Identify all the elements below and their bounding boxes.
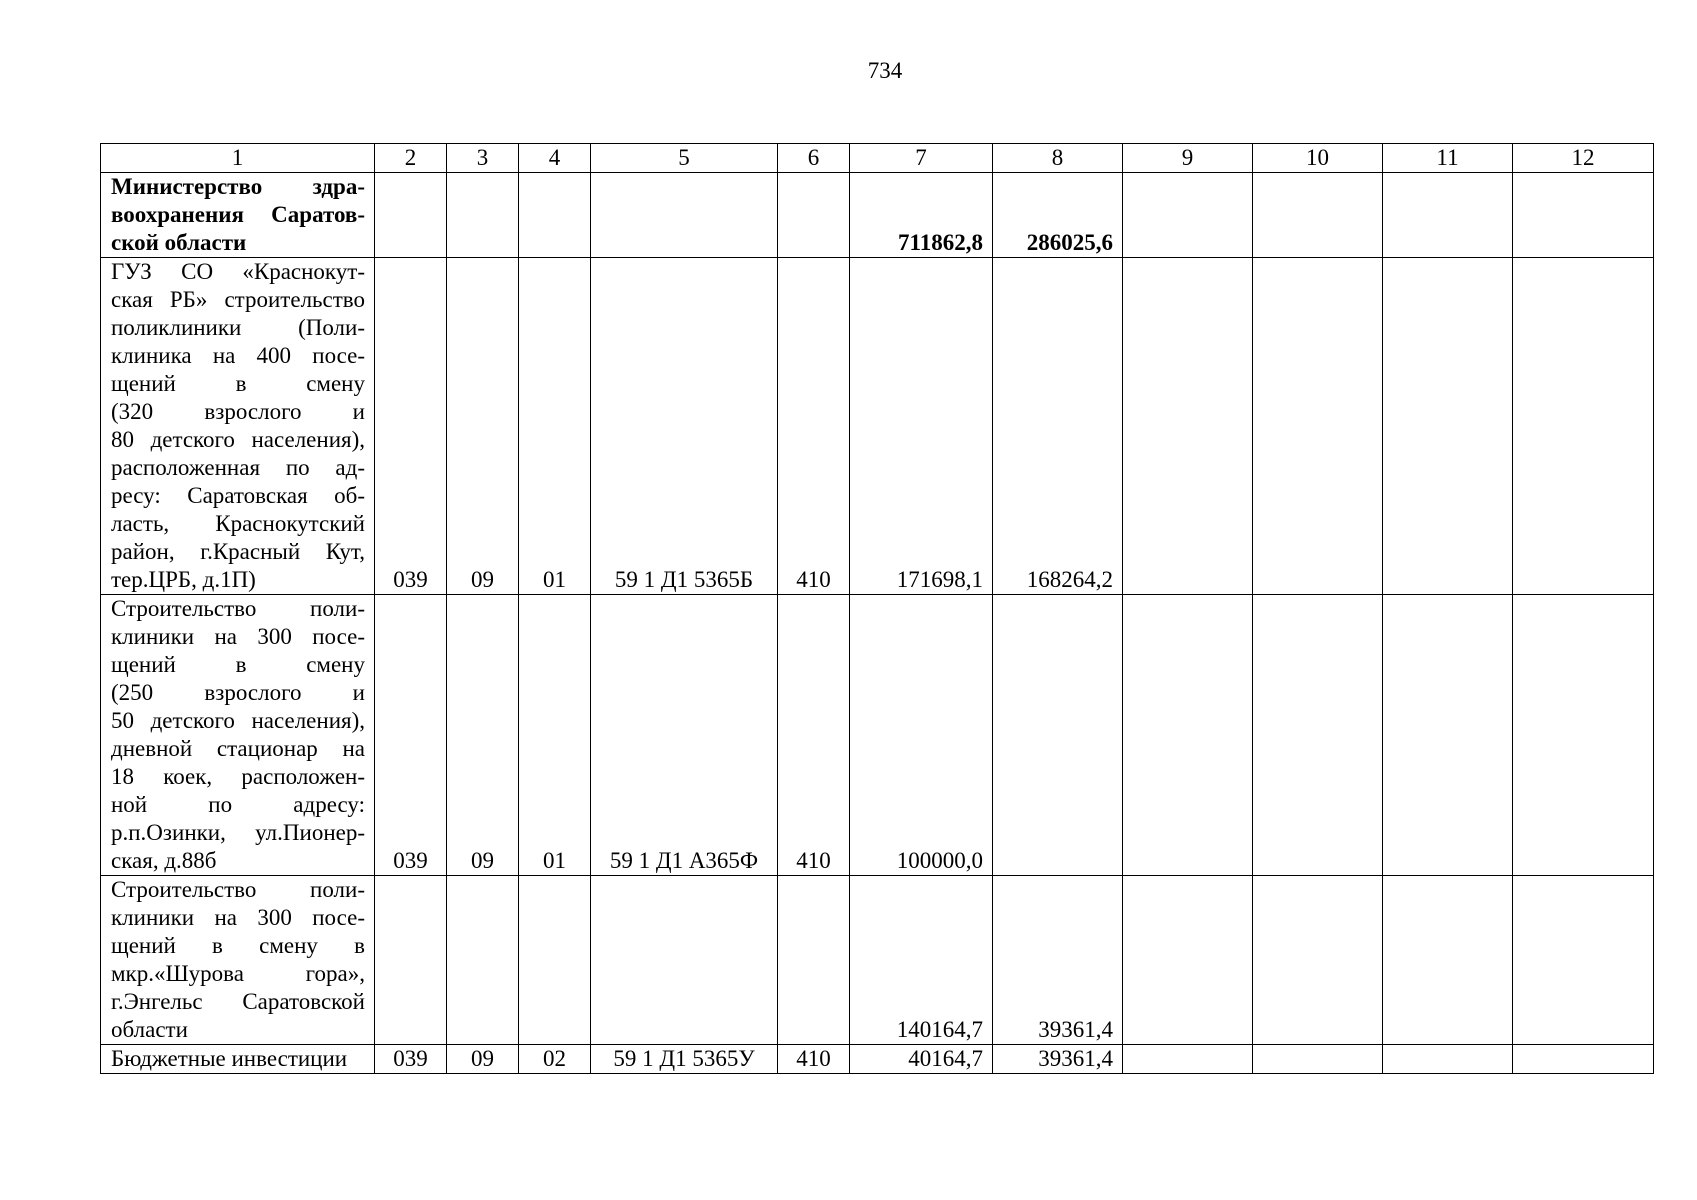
row-name-line: 50 детского населения), <box>111 708 365 733</box>
section-code-cell <box>447 876 519 1045</box>
column-number-header-row <box>101 144 1654 173</box>
row-name-line: Бюджетные инвестиции <box>111 1046 348 1071</box>
ministry-code-cell: 039 <box>375 1045 447 1074</box>
page-number: 734 <box>867 58 903 83</box>
column-header: 9 <box>1123 144 1253 173</box>
row-name-line: щений в смену <box>111 371 365 396</box>
amount-col12-cell <box>1513 258 1654 595</box>
column-header: 4 <box>519 144 591 173</box>
target-article-cell <box>591 876 778 1045</box>
row-name-cell <box>101 1045 375 1074</box>
amount-col7-cell: 40164,7 <box>850 1045 993 1074</box>
subsection-code-cell <box>519 173 591 258</box>
amount-col9-cell <box>1123 173 1253 258</box>
row-name-line: р.п.Озинки, ул.Пионер- <box>111 820 365 845</box>
row-name-line: поликлиники (Поли- <box>111 315 365 340</box>
table-row <box>101 595 1654 876</box>
expense-type-cell <box>778 173 850 258</box>
amount-col10-cell <box>1253 876 1383 1045</box>
table-row <box>101 258 1654 595</box>
row-name-line: ГУЗ СО «Краснокут- <box>111 259 365 284</box>
row-name-line: Строительство поли- <box>111 596 365 621</box>
row-name-cell <box>101 258 375 595</box>
row-name-line: клиника на 400 посе- <box>111 343 365 368</box>
budget-table <box>100 143 1654 1074</box>
expense-type-cell: 410 <box>778 1045 850 1074</box>
target-article-cell: 59 1 Д1 А365Ф <box>591 595 778 876</box>
row-name-line: Министерство здра- <box>111 174 365 199</box>
subsection-code-cell: 02 <box>519 1045 591 1074</box>
amount-col10-cell <box>1253 258 1383 595</box>
amount-col12-cell <box>1513 1045 1654 1074</box>
amount-col9-cell <box>1123 595 1253 876</box>
column-header: 10 <box>1253 144 1383 173</box>
amount-col8-cell <box>993 595 1123 876</box>
row-name-line: щений в смену в <box>111 933 365 958</box>
target-article-cell <box>591 173 778 258</box>
expense-type-cell: 410 <box>778 258 850 595</box>
amount-col11-cell <box>1383 876 1513 1045</box>
row-name-line: ресу: Саратовская об- <box>111 483 365 508</box>
column-header: 8 <box>993 144 1123 173</box>
row-name-line: район, г.Красный Кут, <box>111 539 365 564</box>
amount-col11-cell <box>1383 258 1513 595</box>
row-name-line: мкр.«Шурова гора», <box>111 961 365 986</box>
subsection-code-cell: 01 <box>519 595 591 876</box>
amount-col12-cell <box>1513 173 1654 258</box>
row-name-line: ной по адресу: <box>111 792 365 817</box>
table-row <box>101 1045 1654 1074</box>
section-code-cell: 09 <box>447 595 519 876</box>
column-header: 11 <box>1383 144 1513 173</box>
row-name-line: Строительство поли- <box>111 877 365 902</box>
ministry-code-cell: 039 <box>375 258 447 595</box>
column-header: 3 <box>447 144 519 173</box>
amount-col10-cell <box>1253 595 1383 876</box>
row-name-line: клиники на 300 посе- <box>111 905 365 930</box>
amount-col8-cell: 39361,4 <box>993 876 1123 1045</box>
amount-col12-cell <box>1513 876 1654 1045</box>
row-name-line: ская, д.88б <box>111 848 217 873</box>
table-row <box>101 173 1654 258</box>
amount-col12-cell <box>1513 595 1654 876</box>
row-name-cell <box>101 876 375 1045</box>
row-name-line: области <box>111 1017 188 1042</box>
amount-col10-cell <box>1253 173 1383 258</box>
row-name-line: воохранения Саратов- <box>111 202 365 227</box>
amount-col8-cell: 286025,6 <box>993 173 1123 258</box>
target-article-cell: 59 1 Д1 5365У <box>591 1045 778 1074</box>
section-code-cell: 09 <box>447 1045 519 1074</box>
amount-col11-cell <box>1383 173 1513 258</box>
expense-type-cell <box>778 876 850 1045</box>
column-header: 7 <box>850 144 993 173</box>
amount-col11-cell <box>1383 595 1513 876</box>
table-row <box>101 876 1654 1045</box>
row-name-line: г.Энгельс Саратовской <box>111 989 365 1014</box>
row-name-line: 80 детского населения), <box>111 427 365 452</box>
section-code-cell: 09 <box>447 258 519 595</box>
ministry-code-cell <box>375 173 447 258</box>
amount-col7-cell: 140164,7 <box>850 876 993 1045</box>
row-name-line: ласть, Краснокутский <box>111 511 365 536</box>
amount-col7-cell: 100000,0 <box>850 595 993 876</box>
amount-col7-cell: 711862,8 <box>850 173 993 258</box>
row-name-line: ская РБ» строительство <box>111 287 365 312</box>
ministry-code-cell: 039 <box>375 595 447 876</box>
row-name-line: клиники на 300 посе- <box>111 624 365 649</box>
column-header: 5 <box>591 144 778 173</box>
amount-col9-cell <box>1123 258 1253 595</box>
column-header: 12 <box>1513 144 1654 173</box>
column-header: 1 <box>101 144 375 173</box>
row-name-line: (320 взрослого и <box>111 399 365 424</box>
row-name-line: ской области <box>111 230 247 255</box>
row-name-line: тер.ЦРБ, д.1П) <box>111 567 256 592</box>
amount-col8-cell: 39361,4 <box>993 1045 1123 1074</box>
subsection-code-cell <box>519 876 591 1045</box>
row-name-cell <box>101 173 375 258</box>
row-name-line: 18 коек, расположен- <box>111 764 365 789</box>
row-name-line: (250 взрослого и <box>111 680 365 705</box>
amount-col9-cell <box>1123 876 1253 1045</box>
section-code-cell <box>447 173 519 258</box>
ministry-code-cell <box>375 876 447 1045</box>
column-header: 2 <box>375 144 447 173</box>
amount-col10-cell <box>1253 1045 1383 1074</box>
row-name-cell <box>101 595 375 876</box>
amount-col9-cell <box>1123 1045 1253 1074</box>
subsection-code-cell: 01 <box>519 258 591 595</box>
expense-type-cell: 410 <box>778 595 850 876</box>
row-name-line: дневной стационар на <box>111 736 365 761</box>
amount-col7-cell: 171698,1 <box>850 258 993 595</box>
row-name-line: щений в смену <box>111 652 365 677</box>
row-name-line: расположенная по ад- <box>111 455 365 480</box>
amount-col8-cell: 168264,2 <box>993 258 1123 595</box>
column-header: 6 <box>778 144 850 173</box>
target-article-cell: 59 1 Д1 5365Б <box>591 258 778 595</box>
amount-col11-cell <box>1383 1045 1513 1074</box>
